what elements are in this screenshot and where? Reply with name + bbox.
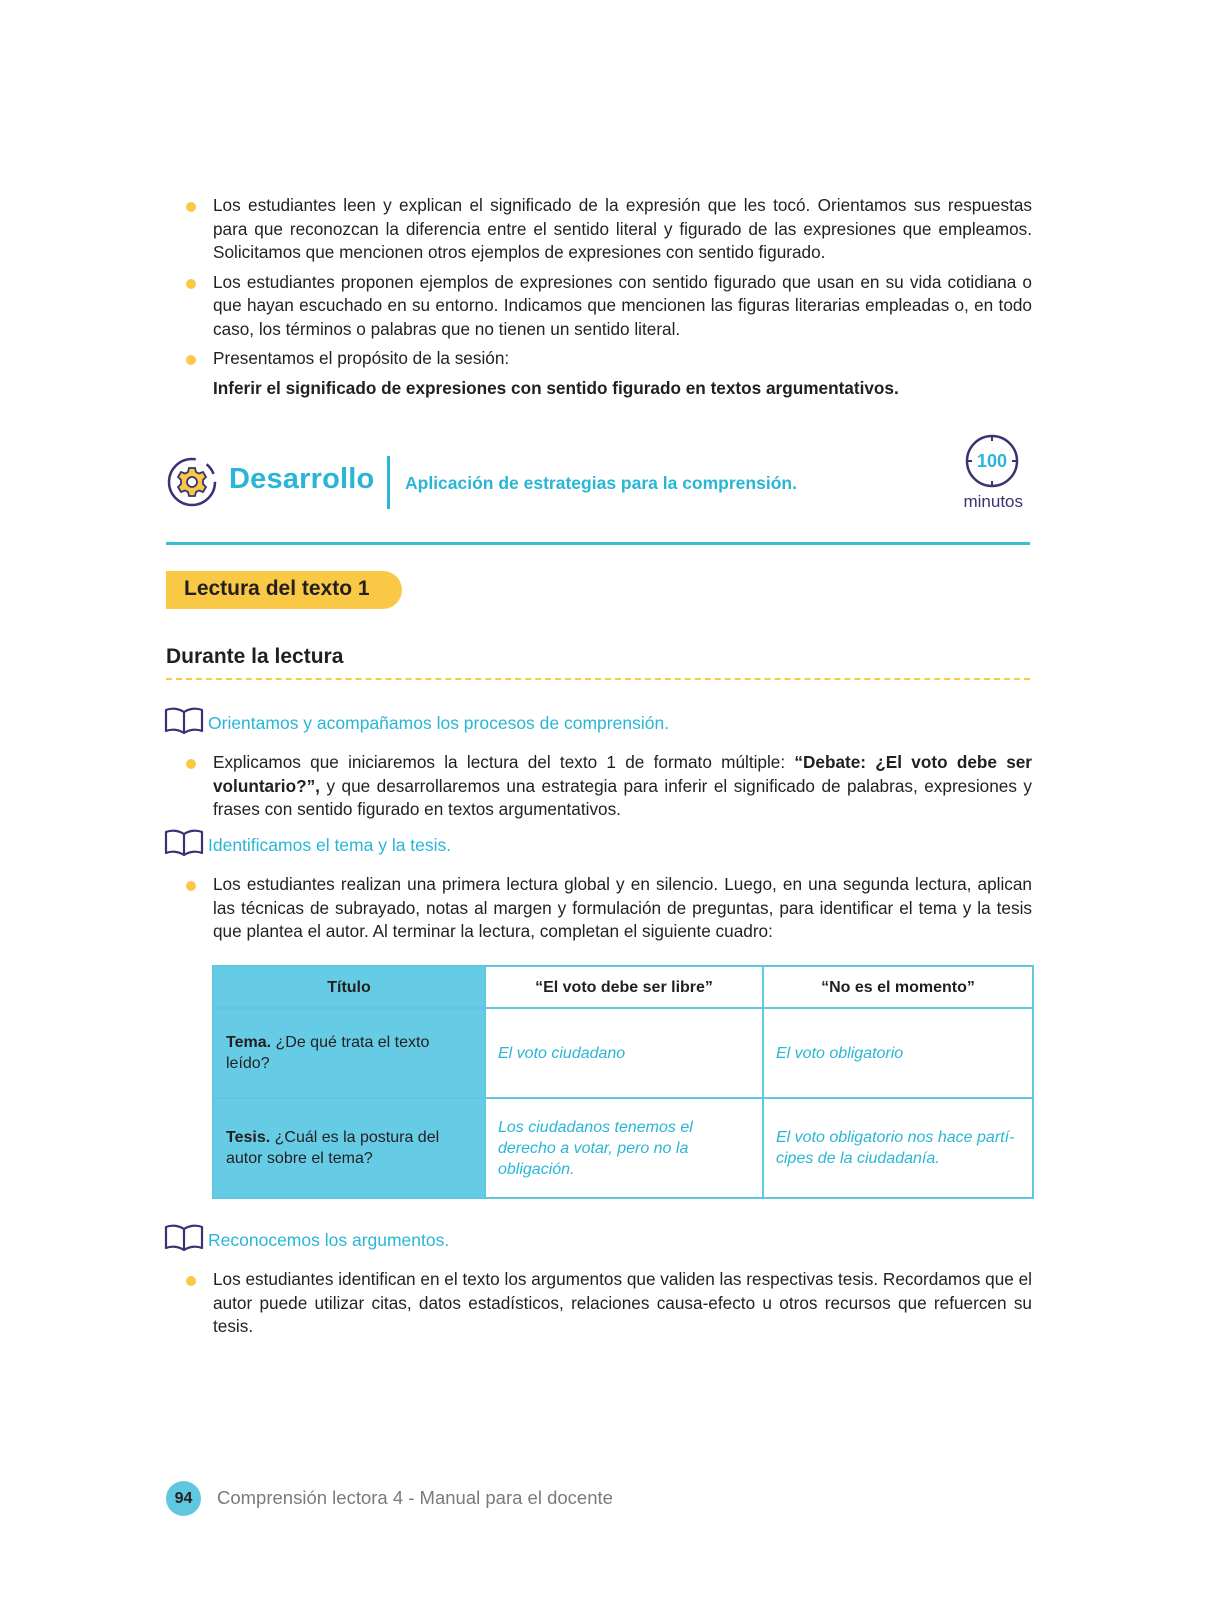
table-header-row xyxy=(213,966,1033,1008)
list-item xyxy=(168,1268,1032,1339)
footer-text: Comprensión lectora 4 - Manual para el docente xyxy=(217,1487,613,1508)
reading-label-badge xyxy=(166,571,402,609)
section-title: Desarrollo xyxy=(229,463,375,495)
bullet-dot xyxy=(186,355,196,365)
purpose-label: Presentamos el propósito de la sesión: xyxy=(213,348,510,368)
bullet-text-pre: Explicamos que iniciaremos la lectura del texto 1 de formato múltiple: xyxy=(213,752,795,772)
arguments-bullet-list xyxy=(168,1268,1032,1345)
list-item xyxy=(168,194,1032,265)
table-cell: El voto obligatorio xyxy=(763,1008,1033,1098)
step-label: Orientamos y acompañamos los procesos de comprensión. xyxy=(208,713,670,733)
duration-label: minutos xyxy=(963,492,1023,511)
bullet-text: Los estudiantes proponen ejemplos de expresiones con sentido figurado que usan en su vida cotidiana o que hayan escuchado en su entorno. Indicamos que mencionen las figuras literarias empleadas o, en todo caso, los términos o palabras que no tienen un sentido literal. xyxy=(213,271,1032,339)
subsection-title: Durante la lectura xyxy=(166,645,344,668)
list-item xyxy=(168,347,1032,400)
duration-value: 100 xyxy=(976,451,1008,471)
open-book-icon xyxy=(164,707,204,735)
purpose-text: Inferir el significado de expresiones con sentido figurado en textos argumentativos. xyxy=(213,377,899,398)
gear-icon xyxy=(166,456,218,508)
list-item xyxy=(168,271,1032,342)
intro-bullet-list xyxy=(168,194,1032,406)
table-header: “El voto debe ser libre” xyxy=(485,966,763,1008)
row-header xyxy=(213,1008,485,1098)
bullet-text: Los estudiantes identifican en el texto los argumentos que validen las respectivas tesis. Recordamos que el autor puede utilizar citas, datos estadísticos, relaciones causa-efecto u otros recursos que refuercen su tesis. xyxy=(213,1269,1032,1336)
dashed-divider xyxy=(166,678,1030,680)
open-book-icon xyxy=(164,1224,204,1252)
row-header-text: ¿De qué trata el texto leído? xyxy=(226,1034,430,1072)
list-item xyxy=(168,751,1032,822)
table-header: “No es el momento” xyxy=(763,966,1033,1008)
bullet-dot xyxy=(186,279,196,289)
row-header-bold: Tesis. xyxy=(226,1129,271,1146)
list-item xyxy=(168,873,1032,944)
step-label: Reconocemos los argumentos. xyxy=(208,1230,450,1250)
bullet-dot xyxy=(186,759,196,769)
step-label: Identificamos el tema y la tesis. xyxy=(208,835,452,855)
reading-label: Lectura del texto 1 xyxy=(184,577,370,600)
table-header: Título xyxy=(213,966,485,1008)
table-cell: El voto obligatorio nos hace partí-cipes de la ciudadanía. xyxy=(763,1098,1033,1198)
table-cell: El voto ciudadano xyxy=(485,1008,763,1098)
section-subtitle: Aplicación de estrategias para la comprensión. xyxy=(405,473,797,493)
table-row xyxy=(213,1098,1033,1198)
row-header-bold: Tema. xyxy=(226,1034,272,1051)
open-book-icon xyxy=(164,829,204,857)
bullet-text-post: y que desarrollaremos una estrategia para inferir el significado de palabras, expresiones y frases con sentido figurado en textos argumentativos. xyxy=(213,775,1032,819)
bullet-dot xyxy=(186,202,196,212)
row-header xyxy=(213,1098,485,1198)
bullet-dot xyxy=(186,881,196,891)
bullet-dot xyxy=(186,1276,196,1286)
table-cell: Los ciudadanos tenemos el derecho a votar, pero no la obligación. xyxy=(485,1098,763,1198)
bullet-text: Los estudiantes realizan una primera lectura global y en silencio. Luego, en una segunda lectura, aplican las técnicas de subrayado, notas al margen y formulación de preguntas, para identificar el tema y la tesis que plantea el autor. Al terminar la lectura, completan el siguiente cuadro: xyxy=(213,874,1032,941)
row-header-text: ¿Cuál es la postura del autor sobre el tema? xyxy=(226,1129,440,1167)
section-header xyxy=(166,433,1030,545)
table-row xyxy=(213,1008,1033,1098)
theme-thesis-table xyxy=(212,965,1034,1199)
page-number: 94 xyxy=(166,1481,201,1516)
divider xyxy=(387,456,390,509)
orient-bullet-list xyxy=(168,751,1032,828)
identify-bullet-list xyxy=(168,873,1032,950)
bullet-text: Los estudiantes leen y explican el significado de la expresión que les tocó. Orientamos sus respuestas para que reconozcan la diferencia entre el sentido literal y figurado de las expresiones que empleamos. Solicitamos que mencionen otros ejemplos de expresiones con sentido figurado. xyxy=(213,195,1032,262)
reading-title: “Debate: ¿El voto debe ser voluntario?”, xyxy=(213,752,1033,796)
